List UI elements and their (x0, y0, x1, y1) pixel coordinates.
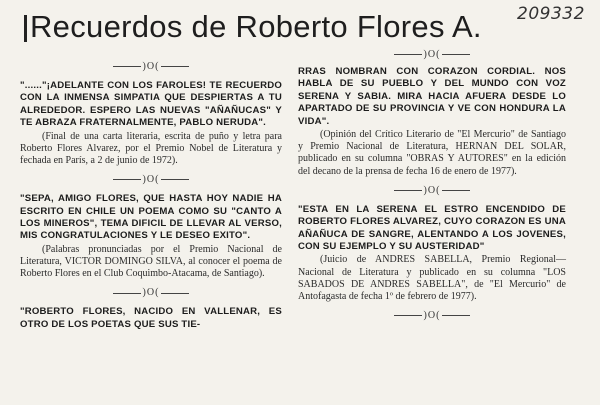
separator: )O( (20, 60, 282, 74)
quote-silva: "SEPA, AMIGO FLORES, QUE HASTA HOY NADIE HA ESCRITO EN CHILE UN POEMA COMO SU "CANTO A LOS MINEROS", TEMA DIFICIL DE LLEVAR AL VERSO, MIS CONGRATULACIONES Y LE DESEO EXITO". (20, 193, 282, 242)
separator: )O( (298, 184, 566, 198)
quote-del-solar-start: "ROBERTO FLORES, NACIDO EN VALLENAR, ES OTRO DE LOS POETAS QUE SUS TIE- (20, 306, 282, 330)
right-column (298, 48, 566, 323)
source-del-solar: (Opinión del Crítico Literario de "El Mercurio" de Santiago y Premio Nacional de Literatura, HERNAN DEL SOLAR, publicado en su columna "OBRAS Y AUTORES" en la edición del decano de la prensa de fecha 16 de enero de 1977). (298, 129, 566, 177)
quote-sabella: "ESTA EN LA SERENA EL ESTRO ENCENDIDO DE ROBERTO FLORES ALVAREZ, CUYO CORAZON ES UNA AÑAÑUCA DE SANGRE, ALENTANDO A LOS JOVENES, CON SU EJEMPLO Y SU AUSTERIDAD" (298, 203, 566, 253)
separator: )O( (20, 286, 282, 300)
source-neruda: (Final de una carta literaria, escrita de puño y letra para Roberto Flores Alvarez, por el Premio Nobel de Literatura y fechada en París, a 2 de junio de 1972). (20, 130, 282, 167)
headline: Recuerdos de Roberto Flores A. (30, 9, 482, 44)
catalog-number: 209332 (517, 4, 585, 24)
separator: )O( (20, 173, 282, 187)
quote-del-solar-end: RRAS NOMBRAN CON CORAZON CORDIAL. NOS HABLA DE SU PUEBLO Y DEL MUNDO CON VOZ SERENA Y SABIA. MIRA HACIA AFUERA DESDE LO APARTADO DE SU PROVINCIA Y VE CON HONDURA LA VIDA". (298, 66, 566, 127)
quote-neruda: "......"¡ADELANTE CON LOS FAROLES! TE RECUERDO CON LA INMENSA SIMPATIA QUE DESPIERTAS A TU ALREDEDOR. ESPERO LAS NUEVAS "AÑAÑUCAS" Y TE ABRAZA FRATERNALMENTE, PABLO NERUDA". (20, 80, 282, 129)
separator: )O( (298, 48, 566, 62)
source-sabella: (Juicio de ANDRES SABELLA, Premio Regional—Nacional de Literatura y publicado en su columna "LOS SABADOS DE ANDRES SABELLA", de "El Mercurio" de Antofagasta de fecha 1º de febrero de 1977). (298, 254, 566, 303)
headline-bracket (24, 15, 27, 42)
separator: )O( (298, 309, 566, 323)
left-column (20, 60, 282, 331)
source-silva: (Palabras pronunciadas por el Premio Nacional de Literatura, VICTOR DOMINGO SILVA, al conocer el poema de Roberto Flores en el Club Coquimbo-Atacama, de Santiago). (20, 243, 282, 280)
